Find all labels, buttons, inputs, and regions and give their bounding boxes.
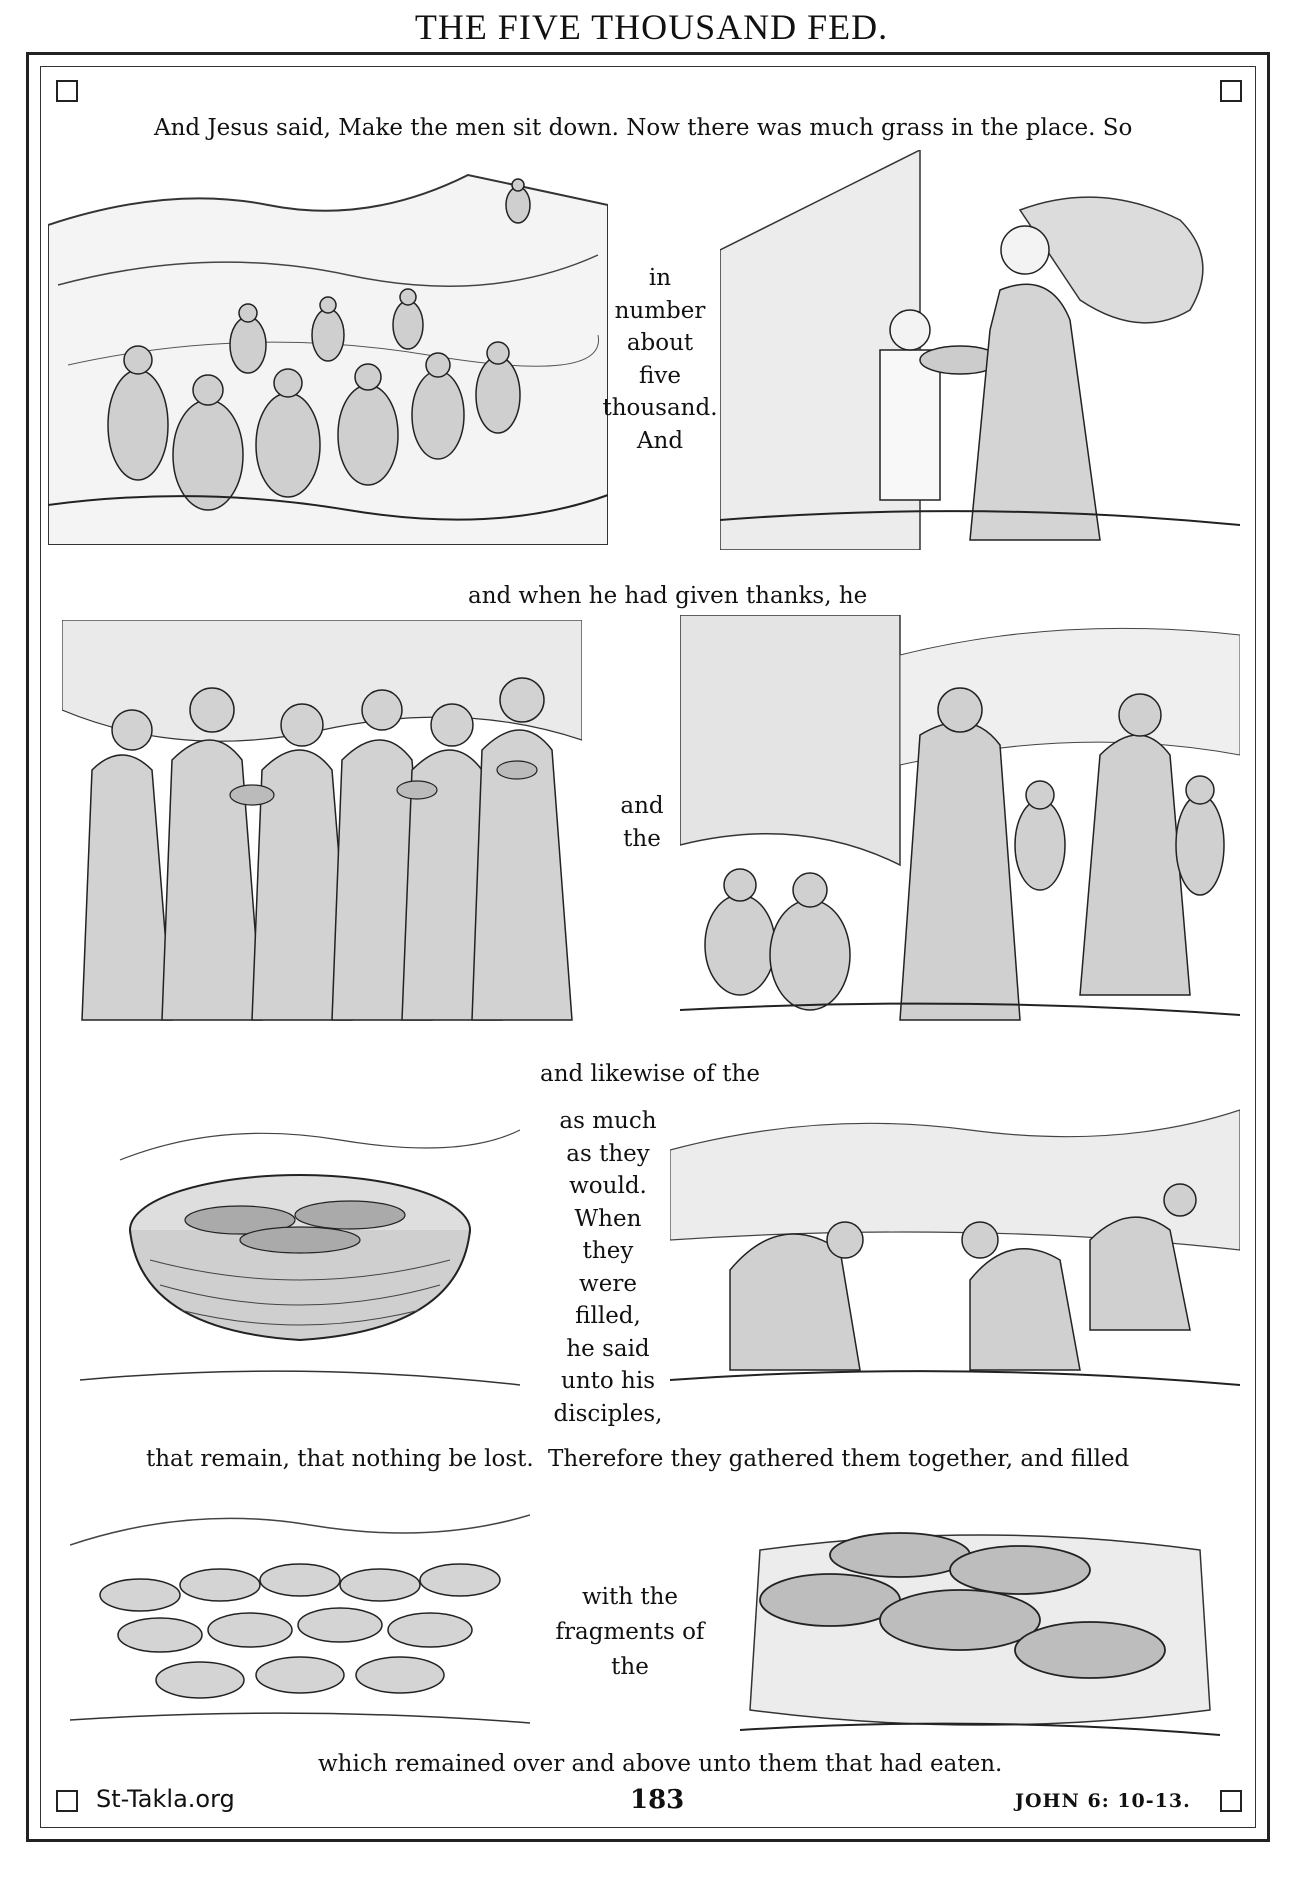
verse-column-2 [612, 790, 672, 855]
page-title: THE FIVE THOUSAND FED. [414, 7, 889, 47]
column-word: about [626, 330, 694, 356]
illustration-boy-with-loaves [720, 150, 1240, 550]
column-word: number [614, 297, 706, 324]
column-word: thousand. [602, 395, 718, 421]
verse-column-1 [600, 262, 720, 457]
verse-column-3 [548, 1105, 668, 1430]
column-word: they [582, 1238, 634, 1264]
verse-line-2: and when he had given thanks, he [468, 583, 868, 609]
column-word: were [579, 1270, 637, 1297]
verse-line-4a: that remain, that nothing be lost. [146, 1446, 534, 1472]
column-word: would. [569, 1173, 647, 1199]
column-word: he said [566, 1335, 650, 1362]
column-word: unto his [561, 1368, 655, 1394]
column-word: And [636, 427, 684, 454]
verse-line-4b: Therefore they gathered them together, and filled [548, 1446, 1130, 1472]
scripture-reference: JOHN 6: 10-13. [1015, 1790, 1191, 1812]
illustration-crowd-seated [48, 165, 608, 545]
illustration-basket-of-fish [80, 1100, 520, 1400]
column-word: disciples, [553, 1400, 663, 1427]
corner-ornament-top-right [1220, 80, 1242, 102]
column-word: filled, [575, 1303, 641, 1329]
verse-line-1: And Jesus said, Make the men sit down. Now there was much grass in the place. So [154, 115, 1133, 141]
page-number: 183 [630, 1785, 685, 1815]
column-word: When [574, 1205, 642, 1232]
illustration-twelve-baskets [70, 1485, 530, 1735]
column-word: as much [559, 1108, 657, 1134]
column-word: fragments of the [555, 1619, 705, 1680]
column-word: the [623, 825, 661, 852]
column-word: and [620, 793, 664, 819]
verse-line-3: and likewise of the [540, 1061, 760, 1087]
column-word: five [639, 362, 681, 389]
illustration-five-barley-loaves [740, 1480, 1220, 1750]
corner-ornament-bottom-left [56, 1790, 78, 1812]
column-word: in [648, 265, 672, 291]
illustration-gathering-fragments [670, 1090, 1240, 1400]
column-word: with the [581, 1584, 679, 1610]
corner-ornament-bottom-right [1220, 1790, 1242, 1812]
corner-ornament-top-left [56, 80, 78, 102]
verse-column-4 [540, 1580, 720, 1685]
illustration-disciples-serving-crowd [680, 615, 1240, 1030]
watermark: St-Takla.org [96, 1785, 235, 1813]
verse-line-5: which remained over and above unto them that had eaten. [318, 1751, 1003, 1777]
column-word: as they [566, 1140, 650, 1167]
illustration-disciples-with-bread [62, 620, 582, 1025]
